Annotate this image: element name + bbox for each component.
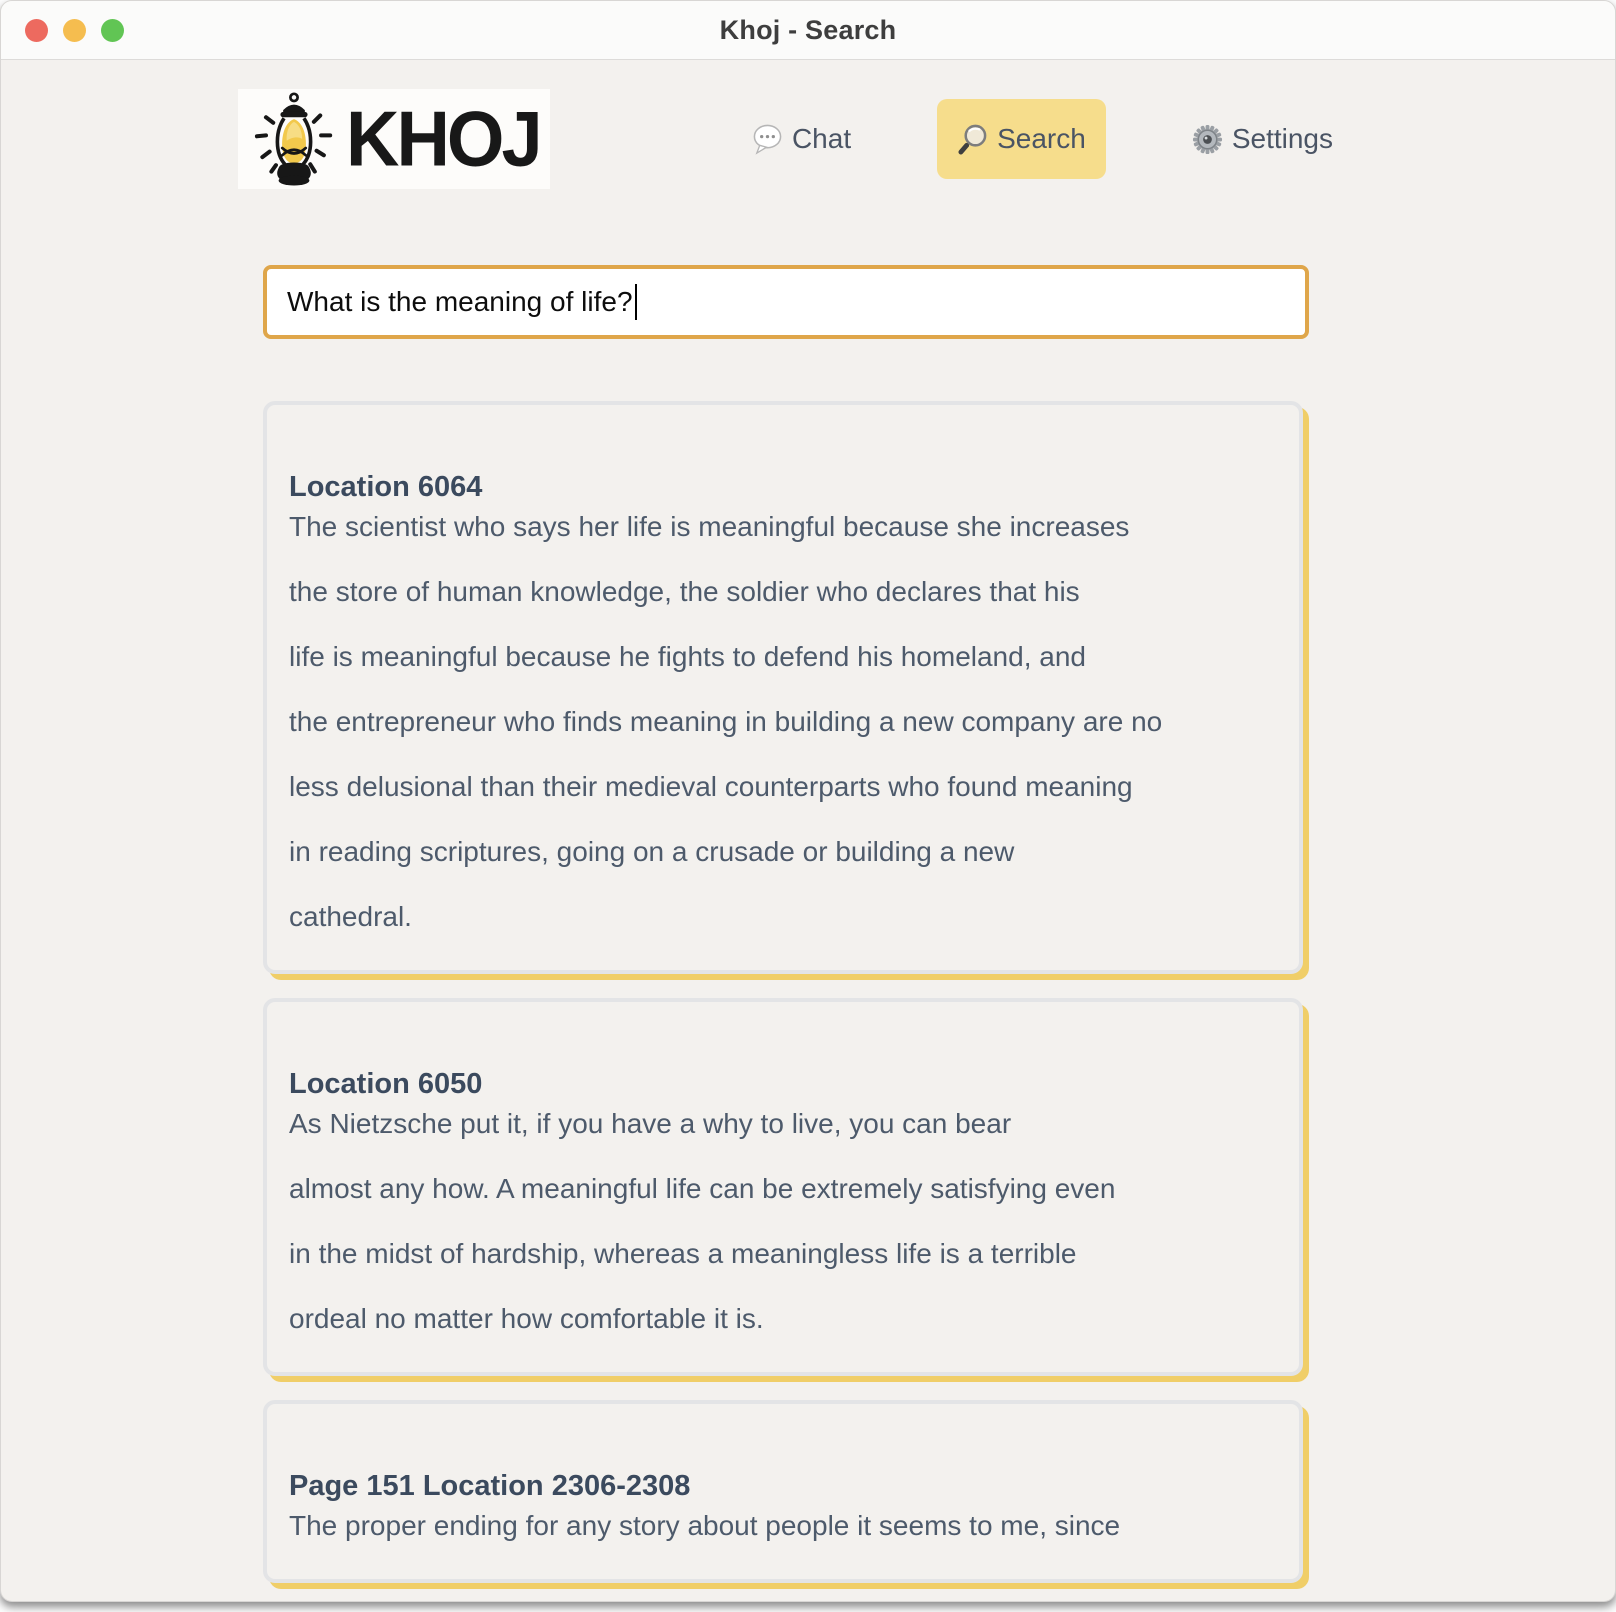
text-caret bbox=[635, 284, 637, 320]
magnifier-icon bbox=[957, 124, 988, 155]
lantern-icon bbox=[244, 92, 344, 186]
nav-menu bbox=[732, 99, 1353, 179]
traffic-lights bbox=[25, 1, 124, 59]
result-first-line: The proper ending for any story about people it seems to me, since bbox=[289, 1510, 1121, 1541]
result-line: in reading scriptures, going on a crusade or building a new bbox=[289, 836, 1015, 867]
result-line: less delusional than their medieval counterparts who found meaning bbox=[289, 771, 1133, 802]
nav-item-search[interactable] bbox=[937, 99, 1106, 179]
main-content bbox=[263, 89, 1353, 1583]
result-line: cathedral. bbox=[289, 901, 412, 932]
result-card bbox=[263, 401, 1303, 974]
results-list bbox=[263, 401, 1353, 1583]
result-card bbox=[263, 998, 1303, 1376]
result-line: ordeal no matter how comfortable it is. bbox=[289, 1303, 764, 1334]
result-line: in the midst of hardship, whereas a meaningless life is a terrible bbox=[289, 1238, 1077, 1269]
search-input[interactable] bbox=[263, 265, 1309, 339]
result-title: Location 6050 bbox=[289, 1068, 483, 1100]
brand-name: KHOJ bbox=[346, 94, 540, 183]
chat-bubble-icon bbox=[752, 124, 783, 155]
title-bar bbox=[1, 1, 1615, 60]
search-input-value: What is the meaning of life? bbox=[287, 286, 633, 317]
result-title: Page 151 Location 2306-2308 bbox=[289, 1470, 691, 1502]
result-first-line: The scientist who says her life is meaningful because she increases bbox=[289, 511, 1130, 542]
nav-label-chat: Chat bbox=[791, 123, 852, 154]
result-title: Location 6064 bbox=[289, 471, 483, 503]
result-line: life is meaningful because he fights to defend his homeland, and bbox=[289, 641, 1086, 672]
window-title: Khoj - Search bbox=[719, 14, 897, 45]
nav-label-settings: Settings bbox=[1231, 123, 1333, 154]
result-first-line: As Nietzsche put it, if you have a why to live, you can bear bbox=[289, 1108, 1012, 1139]
result-line: the entrepreneur who finds meaning in building a new company are no bbox=[289, 706, 1163, 737]
minimize-button[interactable] bbox=[63, 19, 86, 42]
nav-item-chat[interactable] bbox=[732, 99, 871, 179]
zoom-button[interactable] bbox=[101, 19, 124, 42]
result-line: the store of human knowledge, the soldier who declares that his bbox=[289, 576, 1080, 607]
result-line: almost any how. A meaningful life can be extremely satisfying even bbox=[289, 1173, 1116, 1204]
header bbox=[263, 89, 1353, 189]
khoj-logo bbox=[238, 89, 550, 189]
close-button[interactable] bbox=[25, 19, 48, 42]
nav-label-search: Search bbox=[997, 123, 1086, 154]
result-card bbox=[263, 1400, 1303, 1583]
nav-item-settings[interactable] bbox=[1172, 99, 1353, 179]
gear-icon bbox=[1192, 124, 1223, 155]
